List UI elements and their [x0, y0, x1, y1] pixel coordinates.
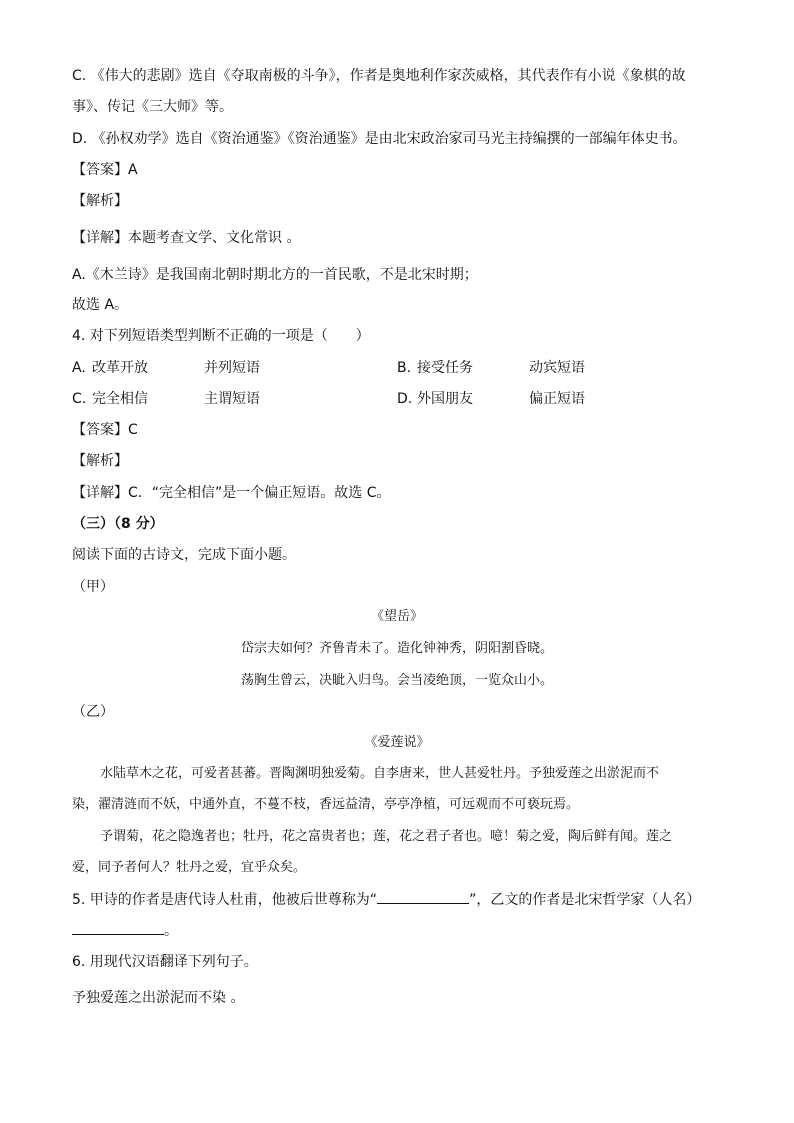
q4-detail: 【详解】C．“完全相信”是一个偏正短语。故选 C。: [72, 485, 391, 501]
q5-end: 。: [164, 923, 178, 939]
q4-option-a-label: A.: [72, 360, 86, 376]
q5-blank-1[interactable]: [377, 889, 469, 904]
q3-detail: 【详解】本题考查文学、文化常识 。: [72, 230, 301, 246]
q4-option-b-label: B.: [397, 360, 412, 376]
q4-option-a-text: 改革开放: [92, 360, 148, 376]
essay-paragraph-1-line-1: 水陆草木之花，可爱者甚蕃。晋陶渊明独爱菊。自李唐来，世人甚爱牡丹。予独爱莲之出淤泥而不: [100, 766, 660, 781]
q4-option-d-label: D.: [397, 391, 413, 407]
q4-option-d-type: 偏正短语: [529, 391, 585, 407]
section-heading: （三）（8 分）: [72, 516, 164, 532]
q4-option-d-text: 外国朋友: [417, 391, 473, 407]
q4-stem: 4. 对下列短语类型判断不正确的一项是（ ）: [72, 328, 370, 344]
q3-choice: 故选 A。: [72, 297, 129, 313]
q5-line: [72, 889, 700, 910]
q4-option-c-text: 完全相信: [92, 391, 148, 407]
poem-line-1: 岱宗夫如何？齐鲁青未了。造化钟神秀，阴阳割昏晓。: [240, 641, 553, 656]
q6-stem: 6. 用现代汉语翻译下列句子。: [72, 954, 258, 970]
q4-option-a-type: 并列短语: [204, 360, 260, 376]
q6-sentence: 予独爱莲之出淤泥而不染 。: [72, 990, 245, 1006]
q5-text-b: ”，乙文的作者是北宋哲学家（人名）: [469, 892, 701, 908]
q3-explanation: A.《木兰诗》是我国南北朝时期北方的一首民歌，不是北宋时期；: [72, 267, 478, 283]
part-yi-label: （乙）: [72, 704, 114, 720]
part-jia-label: （甲）: [72, 579, 114, 595]
q3-answer: 【答案】A: [72, 162, 138, 178]
option-c-line-2: 事》、传记《三大师》等。: [72, 99, 233, 115]
q4-answer: 【答案】C: [72, 422, 138, 438]
essay-paragraph-1-line-2: 染，濯清涟而不妖，中通外直，不蔓不枝，香远益清，亭亭净植，可远观而不可亵玩焉。: [72, 797, 580, 812]
essay-title: 《爱莲说》: [364, 735, 430, 750]
q4-analysis: 【解析】: [72, 453, 128, 469]
poem-line-2: 荡胸生曾云，决眦入归鸟。会当凌绝顶，一览众山小。: [240, 673, 553, 688]
essay-paragraph-2-line-1: 予谓菊，花之隐逸者也；牡丹，花之富贵者也；莲，花之君子者也。噫！菊之爱，陶后鲜有闻。莲之: [100, 829, 673, 844]
essay-paragraph-2-line-2: 爱，同予者何人？牡丹之爱，宜乎众矣。: [72, 860, 307, 875]
q5-blank-2[interactable]: [72, 920, 164, 935]
q5-line-2: [72, 920, 178, 941]
q4-option-b-text: 接受任务: [417, 360, 473, 376]
q5-text-a: 5. 甲诗的作者是唐代诗人杜甫，他被后世尊称为“: [72, 892, 378, 908]
reading-instruction: 阅读下面的古诗文，完成下面小题。: [72, 547, 296, 563]
poem-title: 《望岳》: [370, 609, 423, 624]
option-d-line: D. 《孙权劝学》选自《资治通鉴》《资治通鉴》是由北宋政治家司马光主持编撰的一部编年体史书。: [72, 131, 687, 147]
option-c-line-1: C. 《伟大的悲剧》选自《夺取南极的斗争》，作者是奥地利作家茨威格，其代表作有小说《象棋的故: [72, 68, 686, 84]
q4-option-c-type: 主谓短语: [204, 391, 260, 407]
q4-option-c-label: C.: [72, 391, 87, 407]
q3-analysis: 【解析】: [72, 193, 128, 209]
q4-option-b-type: 动宾短语: [529, 360, 585, 376]
